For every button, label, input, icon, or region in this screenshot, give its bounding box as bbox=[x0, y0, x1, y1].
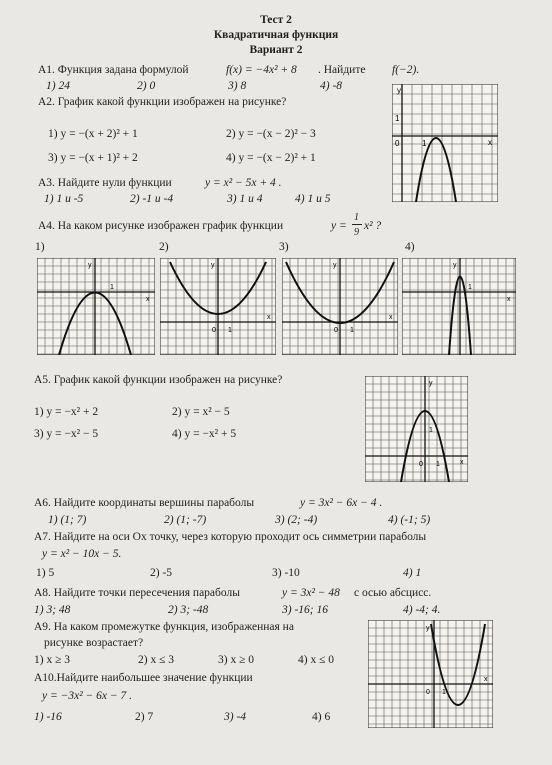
q2-parabola-graph bbox=[392, 84, 498, 202]
q8-tail: с осью абсцисс. bbox=[354, 587, 432, 599]
q1-text: А1. Функция задана формулой bbox=[38, 64, 189, 76]
q9-parabola-graph bbox=[368, 620, 493, 728]
q6-option-2: 2) (1; -7) bbox=[164, 514, 207, 526]
q4-g3-x: x bbox=[389, 314, 393, 321]
q1-option-2: 2) 0 bbox=[137, 80, 156, 92]
q1-find: . Найдите bbox=[318, 64, 366, 76]
q9-option-1: 1) x ≥ 3 bbox=[34, 654, 71, 666]
q8-text: А8. Найдите точки пересечения параболы bbox=[34, 587, 240, 599]
q4-fraction-bar bbox=[352, 224, 362, 225]
q1-formula: f(x) = −4x² + 8 bbox=[226, 64, 297, 76]
q10-option-1: 1) -16 bbox=[34, 711, 62, 723]
q1-option-3: 3) 8 bbox=[228, 80, 247, 92]
q8-option-4: 4) -4; 4. bbox=[403, 604, 441, 616]
q3-formula: y = x² − 5x + 4 . bbox=[205, 177, 282, 189]
q8-option-1: 1) 3; 48 bbox=[34, 604, 71, 616]
q9-zero: 0 bbox=[426, 689, 430, 696]
q2-one-x: 1 bbox=[422, 139, 427, 148]
q4-g4-y: y bbox=[453, 262, 457, 269]
q2-y-label: y bbox=[397, 86, 401, 95]
q1-option-1: 1) 24 bbox=[46, 80, 70, 92]
q1-find-expr: f(−2). bbox=[392, 64, 420, 76]
q5-option-1: 1) y = −x² + 2 bbox=[34, 406, 99, 418]
q10-text: А10.Найдите наибольшее значение функции bbox=[34, 672, 253, 684]
q9-y: y bbox=[426, 625, 430, 632]
q5-x: x bbox=[460, 459, 464, 466]
q8-formula: y = 3x² − 48 bbox=[282, 587, 340, 599]
q6-text: А6. Найдите координаты вершины параболы bbox=[34, 497, 255, 509]
q7-text: А7. Найдите на оси Ох точку, через которую проходит ось симметрии параболы bbox=[34, 531, 427, 543]
q9-line2: рисунке возрастает? bbox=[44, 637, 144, 649]
q4-graph-1 bbox=[37, 258, 155, 355]
q1-option-4: 4) -8 bbox=[320, 80, 343, 92]
q8-option-3: 3) -16; 16 bbox=[282, 604, 328, 616]
q6-option-1: 1) (1; 7) bbox=[48, 514, 87, 526]
q3-text: А3. Найдите нули функции bbox=[38, 177, 172, 189]
q4-g3-zero: 0 bbox=[334, 327, 338, 334]
q3-option-1: 1) 1 и -5 bbox=[44, 193, 84, 205]
q4-label-3: 3) bbox=[279, 241, 289, 253]
q2-option-1: 1) y = −(x + 2)² + 1 bbox=[48, 128, 138, 140]
q4-g2-zero: 0 bbox=[212, 327, 216, 334]
q5-text: А5. График какой функции изображен на рисунке? bbox=[34, 374, 283, 386]
q4-g2-x: x bbox=[267, 314, 271, 321]
q5-option-3: 3) y = −x² − 5 bbox=[34, 428, 99, 440]
q9-option-2: 2) x ≤ 3 bbox=[138, 654, 175, 666]
q4-label-1: 1) bbox=[35, 241, 45, 253]
q4-g3-one: 1 bbox=[350, 327, 354, 334]
q5-zero: 0 bbox=[419, 461, 423, 468]
q9-option-3: 3) x ≥ 0 bbox=[218, 654, 255, 666]
q4-g3-y: y bbox=[333, 262, 337, 269]
q4-g1-y: y bbox=[88, 262, 92, 269]
q9-line1: А9. На каком промежутке функция, изображенная на bbox=[34, 621, 294, 633]
q9-option-4: 4) x ≤ 0 bbox=[298, 654, 335, 666]
q3-option-4: 4) 1 и 5 bbox=[295, 193, 331, 205]
q4-graph-3 bbox=[282, 258, 398, 355]
q5-option-4: 4) y = −x² + 5 bbox=[172, 428, 237, 440]
q5-one: 1 bbox=[429, 427, 433, 434]
q4-g1-x: x bbox=[146, 296, 150, 303]
q10-option-3: 3) -4 bbox=[224, 711, 247, 723]
q7-option-2: 2) -5 bbox=[150, 567, 173, 579]
q2-text: А2. График какой функции изображен на рисунке? bbox=[38, 96, 287, 108]
q4-fraction-den: 9 bbox=[354, 227, 359, 238]
topic-title: Квадратичная функция bbox=[213, 29, 339, 41]
q4-label-2: 2) bbox=[159, 241, 169, 253]
q10-formula: y = −3x² − 6x − 7 . bbox=[42, 690, 133, 702]
q7-formula: y = x² − 10x − 5. bbox=[42, 548, 122, 560]
q2-option-4: 4) y = −(x − 2)² + 1 bbox=[226, 152, 316, 164]
q2-option-2: 2) y = −(x − 2)² − 3 bbox=[226, 128, 316, 140]
q6-option-4: 4) (-1; 5) bbox=[388, 514, 431, 526]
q8-option-2: 2) 3; -48 bbox=[168, 604, 209, 616]
q6-formula: y = 3x² − 6x − 4 . bbox=[300, 497, 383, 509]
q4-g4-x: x bbox=[507, 296, 511, 303]
test-title: Тест 2 bbox=[260, 14, 292, 26]
q4-formula-prefix: y = bbox=[331, 220, 347, 232]
q4-graph-4 bbox=[402, 258, 516, 355]
q7-option-4: 4) 1 bbox=[403, 567, 422, 579]
q4-g2-one: 1 bbox=[228, 327, 232, 334]
q6-option-3: 3) (2; -4) bbox=[275, 514, 318, 526]
q4-graph-2 bbox=[160, 258, 276, 355]
q4-label-4: 4) bbox=[405, 241, 415, 253]
q10-option-2: 2) 7 bbox=[135, 711, 154, 723]
q7-option-3: 3) -10 bbox=[272, 567, 300, 579]
q7-option-1: 1) 5 bbox=[36, 567, 55, 579]
q4-formula-suffix: x² ? bbox=[364, 220, 382, 232]
q4-g2-y: y bbox=[211, 262, 215, 269]
q5-option-2: 2) y = x² − 5 bbox=[172, 406, 230, 418]
q4-g4-one: 1 bbox=[468, 284, 472, 291]
q9-x: x bbox=[484, 676, 488, 683]
q2-one-y: 1 bbox=[395, 114, 400, 123]
q4-text: А4. На каком рисунке изображен график функции bbox=[38, 220, 284, 232]
q2-origin: 0 bbox=[395, 139, 400, 148]
q5-parabola-graph bbox=[365, 376, 468, 482]
q9-one: 1 bbox=[442, 689, 446, 696]
q4-fraction-num: 1 bbox=[354, 212, 359, 223]
variant-title: Вариант 2 bbox=[249, 44, 303, 56]
q10-option-4: 4) 6 bbox=[312, 711, 331, 723]
q3-option-2: 2) -1 и -4 bbox=[130, 193, 174, 205]
q4-g1-one: 1 bbox=[110, 284, 114, 291]
q5-y: y bbox=[429, 380, 433, 387]
q5-one-x: 1 bbox=[436, 461, 440, 468]
q3-option-3: 3) 1 и 4 bbox=[227, 193, 263, 205]
q2-x-label: x bbox=[488, 138, 492, 147]
q2-option-3: 3) y = −(x + 1)² + 2 bbox=[48, 152, 138, 164]
